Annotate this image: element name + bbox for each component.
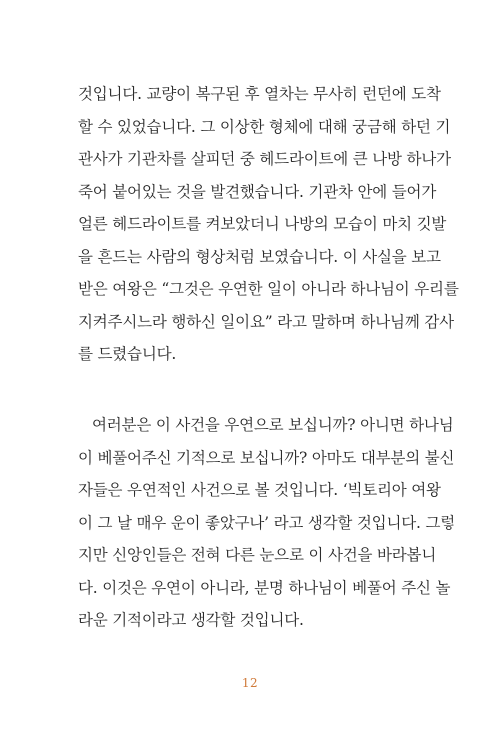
text-line: 라운 기적이라고 생각할 것입니다. (78, 611, 304, 629)
text-line: 여러분은 이 사건을 우연으로 보십니까? 아니면 하나님 (92, 416, 454, 434)
text-line: 자들은 우연적인 사건으로 볼 것입니다. ‘빅토리아 여왕 (78, 481, 441, 499)
text-line: 지켜주시느라 행하신 일이요” 라고 말하며 하나님께 감사 (78, 312, 454, 331)
paragraph-2 (78, 409, 456, 637)
text-line: 이 베풀어주신 기적으로 보십니까? 아마도 대부분의 불신 (78, 448, 455, 467)
text-line: 죽어 붙어있는 것을 발견했습니다. 기관차 안에 들어가 (78, 182, 437, 201)
text-line: 이 그 날 매우 운이 좋았구나’ 라고 생각할 것입니다. 그렇 (78, 513, 456, 532)
text-line: 지만 신앙인들은 전혀 다른 눈으로 이 사건을 바라봅니 (78, 546, 437, 564)
paragraph-1 (78, 78, 459, 371)
text-line: 얼른 헤드라이트를 켜보았더니 나방의 모습이 마치 깃발 (78, 215, 447, 233)
text-line: 를 드렸습니다. (78, 345, 177, 363)
text-line: 할 수 있었습니다. 그 이상한 형체에 대해 궁금해 하던 기 (78, 117, 451, 136)
text-line: 받은 여왕은 “그것은 우연한 일이 아니라 하나님이 우리를 (78, 280, 459, 298)
text-line: 관사가 기관차를 살피던 중 헤드라이트에 큰 나방 하나가 (78, 150, 451, 168)
text-line: 것입니다. 교량이 복구된 후 열차는 무사히 런던에 도착 (78, 85, 441, 103)
page-number: 12 (241, 676, 259, 690)
text-line: 다. 이것은 우연이 아니라, 분명 하나님이 베풀어 주신 놀 (78, 578, 451, 597)
text-line: 을 흔드는 사람의 형상처럼 보였습니다. 이 사실을 보고 (78, 247, 441, 266)
